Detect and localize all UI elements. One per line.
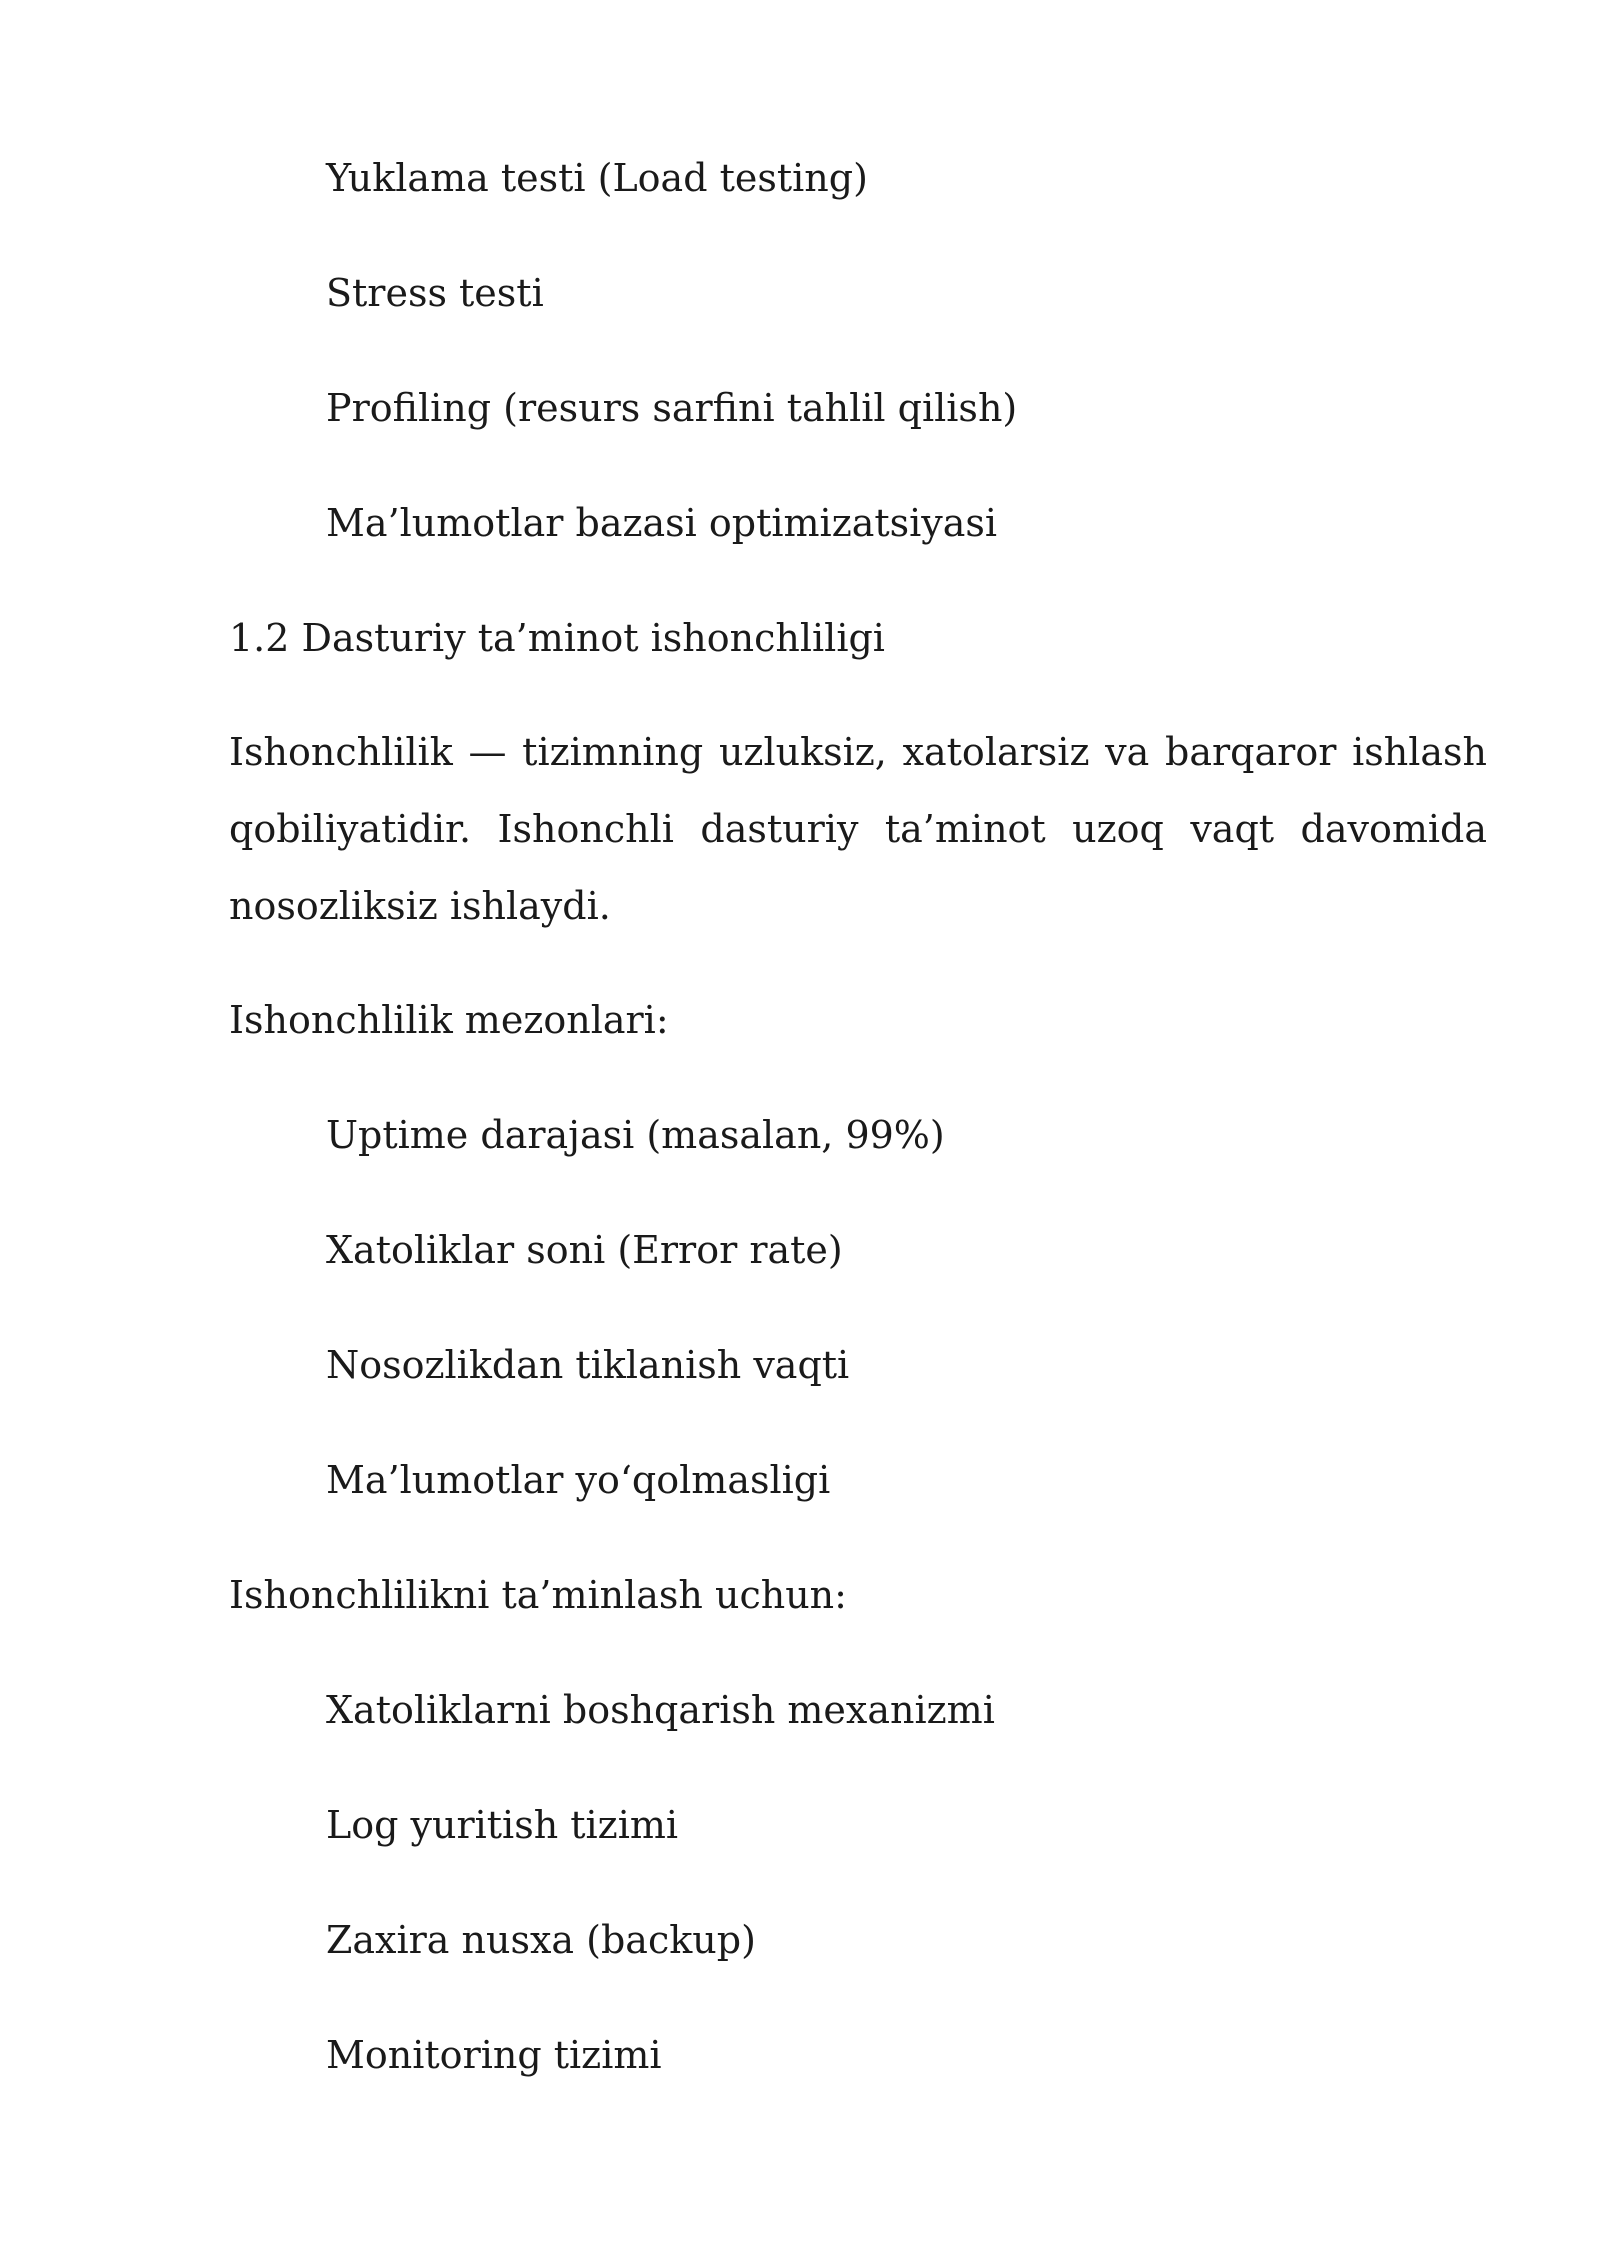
list-item: Xatoliklarni boshqarish mexanizmi	[326, 1688, 995, 1732]
criteria-title: Ishonchlilik mezonlari:	[229, 998, 669, 1042]
list-item: Nosozlikdan tiklanish vaqti	[326, 1343, 850, 1387]
list-item: Stress testi	[326, 271, 544, 315]
list-item: Ma’lumotlar bazasi optimizatsiyasi	[326, 501, 998, 545]
body-paragraph: Ishonchlilik — tizimning uzluksiz, xatolarsiz va barqaror ishlash qobiliyatidir. Ishonchli dasturiy ta’minot uzoq vaqt davomida nosozliksiz ishlaydi.	[229, 730, 1487, 928]
list-item: Ma’lumotlar yo‘qolmasligi	[326, 1458, 831, 1502]
list-item: Profiling (resurs sarfini tahlil qilish)	[326, 386, 1018, 430]
list-item: Yuklama testi (Load testing)	[326, 156, 868, 200]
section-heading: 1.2 Dasturiy ta’minot ishonchliligi	[229, 616, 885, 660]
list-item: Uptime darajasi (masalan, 99%)	[326, 1113, 945, 1157]
list-item: Monitoring tizimi	[326, 2033, 662, 2077]
list-item: Zaxira nusxa (backup)	[326, 1918, 756, 1962]
measures-title: Ishonchlilikni ta’minlash uchun:	[229, 1573, 847, 1617]
list-item: Xatoliklar soni (Error rate)	[326, 1228, 843, 1272]
list-item: Log yuritish tizimi	[326, 1803, 679, 1847]
